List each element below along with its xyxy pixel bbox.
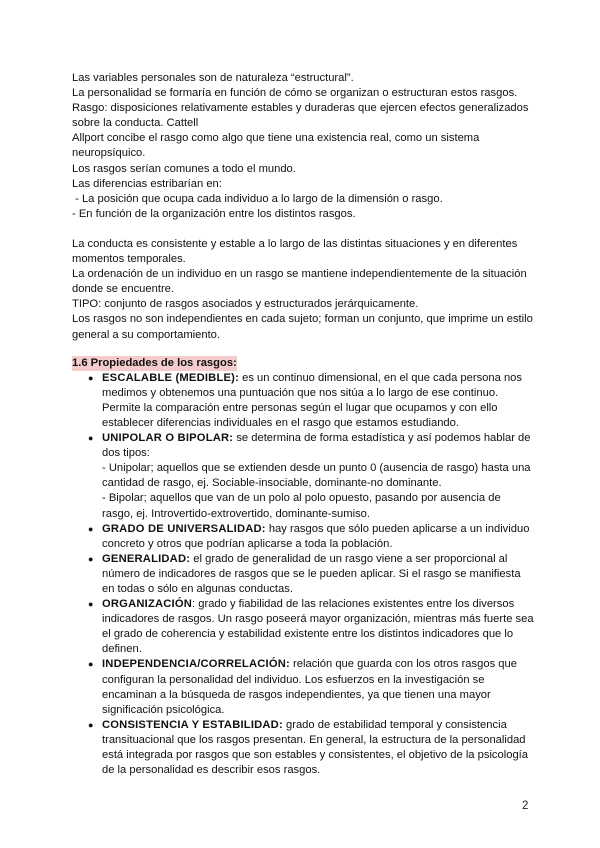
- properties-list: [72, 371, 534, 779]
- bullet-icon: ●: [88, 433, 94, 444]
- property-term: CONSISTENCIA Y ESTABILIDAD:: [102, 718, 283, 731]
- property-subline: - Bipolar; aquellos que van de un polo al polo opuesto, pasando por ausencia de rasgo, ej. Introvertido-extrovertido, dominante-sumiso.: [102, 492, 501, 520]
- property-term: INDEPENDENCIA/CORRELACIÓN:: [102, 658, 290, 671]
- intro-paragraph: [72, 71, 534, 222]
- document-page: [72, 71, 534, 778]
- list-item: [88, 431, 534, 522]
- bullet-icon: ●: [88, 719, 94, 730]
- intro-line: - La posición que ocupa cada individuo a lo largo de la dimensión o rasgo.: [72, 192, 443, 205]
- bullet-icon: ●: [88, 553, 94, 564]
- second-paragraph: [72, 237, 534, 343]
- bullet-icon: ●: [88, 372, 94, 383]
- bullet-icon: ●: [88, 523, 94, 534]
- property-text: se determina de forma estadística y así podemos hablar de dos tipos:: [102, 432, 531, 460]
- property-text: es un continuo dimensional, en el que cada persona nos medimos y obtenemos una puntuación que nos sitúa a lo largo de ese continuo. Permite la comparación entre personas según el lugar que ocupamos y con ello establecer diferencias individuales en el rasgo que estamos estudiando.: [102, 371, 522, 429]
- bullet-icon: ●: [88, 599, 94, 610]
- intro-line: Los rasgos serían comunes a todo el mundo.: [72, 162, 296, 175]
- property-text: grado de estabilidad temporal y consistencia transituacional que los rasgos presentan. En general, la estructura de la personalidad está integrada por rasgos que son estables y consistentes, el objetivo de la psicología de la personalidad es describir esos rasgos.: [102, 718, 529, 777]
- page-number: 2: [522, 800, 529, 812]
- second-line: La conducta es consistente y estable a lo largo de las distintas situaciones y en diferentes momentos temporales.: [72, 237, 518, 266]
- property-text: hay rasgos que sólo pueden aplicarse a un individuo concreto y otros que podrían aplicarse a toda la población.: [102, 522, 530, 550]
- section-heading: 1.6 Propiedades de los rasgos:: [72, 356, 237, 371]
- intro-line: Las diferencias estribarían en:: [72, 177, 222, 190]
- property-term: ORGANIZACIÓN: [102, 598, 193, 611]
- property-term: GENERALIDAD:: [102, 552, 191, 565]
- intro-line: Rasgo: disposiciones relativamente estables y duraderas que ejercen efectos generalizados sobre la conducta. Cattell: [72, 102, 529, 130]
- list-item: [88, 718, 534, 778]
- bullet-icon: ●: [88, 659, 94, 670]
- list-item: [88, 522, 534, 552]
- list-item: [88, 552, 534, 597]
- property-term: UNIPOLAR O BIPOLAR:: [102, 432, 234, 445]
- intro-line: La personalidad se formaría en función de cómo se organizan o estructuran estos rasgos.: [72, 87, 518, 100]
- list-item: [88, 597, 534, 657]
- property-subline: - Unipolar; aquellos que se extienden desde un punto 0 (ausencia de rasgo) hasta una cantidad de rasgo, ej. Sociable-insociable, dominante-no dominante.: [102, 462, 531, 490]
- second-line: La ordenación de un individuo en un rasgo se mantiene independientemente de la situación donde se encuentre.: [72, 268, 527, 296]
- second-line: TIPO: conjunto de rasgos asociados y estructurados jerárquicamente.: [72, 298, 419, 311]
- intro-line: Las variables personales son de naturaleza “estructural”.: [72, 72, 354, 84]
- intro-line: Allport concibe el rasgo como algo que tiene una existencia real, como un sistema neuropsíquico.: [72, 132, 480, 160]
- intro-line: - En función de la organización entre los distintos rasgos.: [72, 207, 356, 220]
- list-item: [88, 371, 534, 431]
- property-term: ESCALABLE (MEDIBLE):: [102, 371, 239, 384]
- property-term: GRADO DE UNIVERSALIDAD:: [102, 522, 266, 535]
- property-text: el grado de generalidad de un rasgo viene a ser proporcional al número de indicadores de rasgos que se le pueden aplicar. Si el rasgo se manifiesta en todas o sólo en algunas conductas.: [102, 552, 521, 595]
- list-item: [88, 657, 534, 717]
- second-line: Los rasgos no son independientes en cada sujeto; forman un conjunto, que imprime un estilo general a su comportamiento.: [72, 313, 533, 341]
- property-text: : grado y fiabilidad de las relaciones existentes entre los diversos indicadores de rasgos. Un rasgo poseerá mayor organización, mientras más fuerte sea el grado de coherencia y estabilidad existente entre los distintos indicadores que lo definen.: [102, 598, 534, 656]
- property-text: relación que guarda con los otros rasgos que configuran la personalidad del individuo. Los esfuerzos en la investigación se encaminan a la búsqueda de rasgos independientes, ya que tienen una mayor significación psicológica.: [102, 658, 517, 716]
